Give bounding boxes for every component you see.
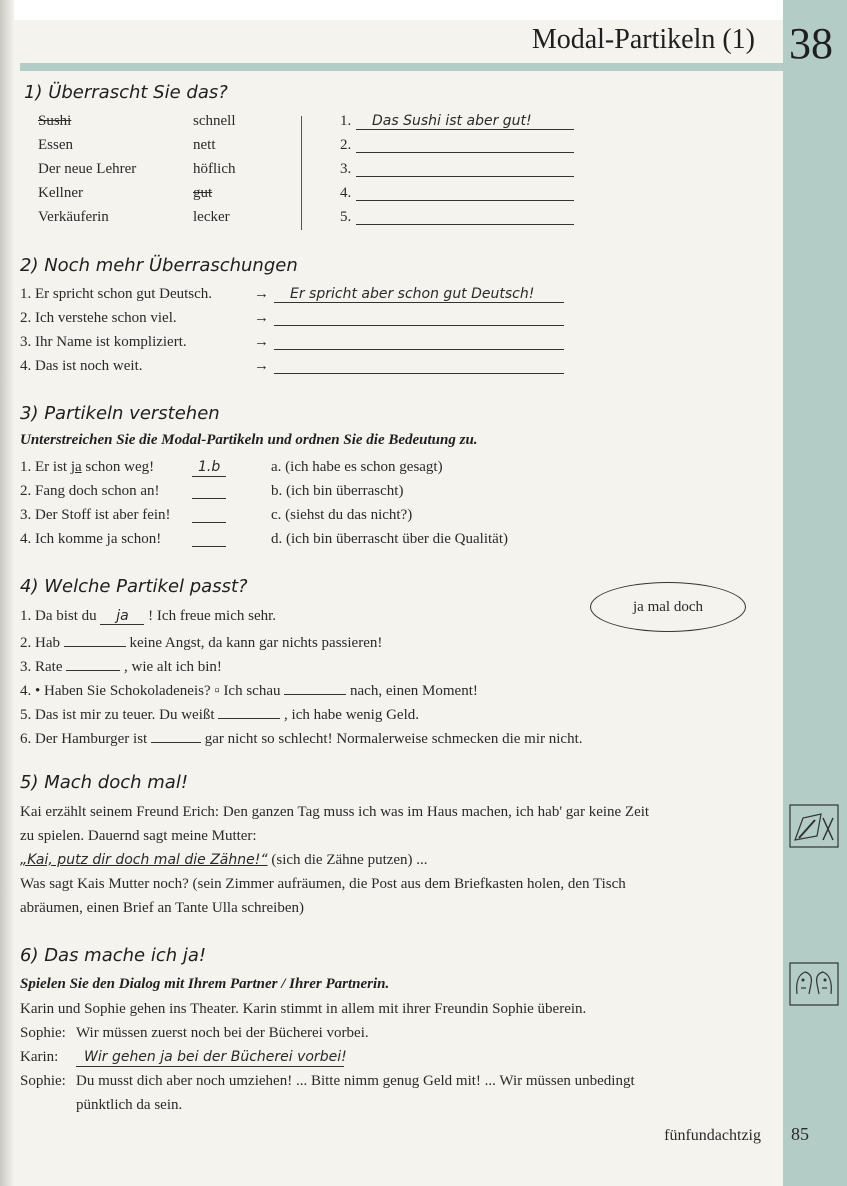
s4-answer-line[interactable] xyxy=(218,704,280,719)
section-1-heading: 1) Überrascht Sie das? xyxy=(24,82,228,103)
column-divider xyxy=(301,116,302,230)
title-rule xyxy=(20,63,783,71)
s4-sentence: 6. Der Hamburger ist gar nicht so schlecht! Normalerweise schmecken die mir nicht. xyxy=(20,728,583,748)
s2-answer-line[interactable] xyxy=(274,325,564,326)
writing-icon xyxy=(789,804,839,848)
s1-adjective: gut xyxy=(193,185,213,201)
dialog-faces-icon xyxy=(789,962,839,1006)
s1-answer-line[interactable] xyxy=(356,200,574,201)
s6-speaker: Sophie: xyxy=(20,1025,66,1041)
word-bank-oval: ja mal doch xyxy=(590,582,746,632)
s3-meaning: b. (ich bin überrascht) xyxy=(271,483,404,499)
s1-subject: Kellner xyxy=(38,185,83,201)
s6-instruction: Spielen Sie den Dialog mit Ihrem Partner / Ihrer Partnerin. xyxy=(20,976,390,992)
s2-sentence: 1. Er spricht schon gut Deutsch. xyxy=(20,286,213,302)
s1-answer-line[interactable] xyxy=(356,176,574,177)
s2-sentence: 3. Ihr Name ist kompliziert. xyxy=(20,334,187,350)
s1-answer-line[interactable] xyxy=(356,129,574,130)
s6-answer-text: Wir gehen ja bei der Bücherei vorbei! xyxy=(84,1049,347,1065)
s1-adjective: schnell xyxy=(193,113,236,129)
section-5-heading: 5) Mach doch mal! xyxy=(20,772,189,793)
page-title: Modal-Partikeln (1) xyxy=(531,24,755,55)
s3-instruction: Unterstreichen Sie die Modal-Partikeln und ordnen Sie die Bedeutung zu. xyxy=(20,432,478,448)
s3-meaning: c. (siehst du das nicht?) xyxy=(271,507,413,523)
s4-answer-line[interactable] xyxy=(66,656,120,671)
section-3-heading: 3) Partikeln verstehen xyxy=(20,403,220,424)
s3-sentence: 1. Er ist ja schon weg! xyxy=(20,459,155,475)
s3-meaning: d. (ich bin überrascht über die Qualität) xyxy=(271,531,508,547)
s5-text: abräumen, einen Brief an Tante Ulla schreiben) xyxy=(20,900,304,916)
s2-answer-line[interactable] xyxy=(274,373,564,374)
s1-answer-line[interactable] xyxy=(356,224,574,225)
s6-text: Karin und Sophie gehen ins Theater. Karin stimmt in allem mit ihrer Freundin Sophie überein. xyxy=(20,1001,587,1017)
s4-answer-line[interactable] xyxy=(284,680,346,695)
section-6-heading: 6) Das mache ich ja! xyxy=(20,945,207,966)
s4-answer-line[interactable] xyxy=(64,632,126,647)
unit-number: 38 xyxy=(789,19,833,68)
s5-example: „Kai, putz dir doch mal die Zähne!“ (sich die Zähne putzen) ... xyxy=(20,852,428,868)
underlined-particle: ja xyxy=(70,459,82,475)
s4-answer[interactable]: ja xyxy=(100,608,144,625)
s3-answer-text: 1.b xyxy=(198,459,221,475)
arrow-icon: → xyxy=(254,334,269,350)
arrow-icon: → xyxy=(254,286,269,302)
s1-adjective: nett xyxy=(193,137,216,153)
s1-answer-number: 2. xyxy=(340,137,352,153)
s1-subject: Verkäuferin xyxy=(38,209,109,225)
arrow-icon: → xyxy=(254,358,269,374)
s6-dialog-line: Wir müssen zuerst noch bei der Bücherei vorbei. xyxy=(76,1025,369,1041)
s2-sentence: 2. Ich verstehe schon viel. xyxy=(20,310,177,326)
s2-sentence: 4. Das ist noch weit. xyxy=(20,358,143,374)
s4-sentence: 1. Da bist du ja ! Ich freue mich sehr. xyxy=(20,608,277,624)
section-2-heading: 2) Noch mehr Überraschungen xyxy=(20,255,298,276)
s3-sentence: 2. Fang doch schon an! xyxy=(20,483,160,499)
side-color-strip xyxy=(783,0,847,1186)
footer-page-word: fünfundachtzig xyxy=(664,1127,761,1144)
s3-answer-line[interactable] xyxy=(192,476,226,477)
s2-answer-line[interactable] xyxy=(274,349,564,350)
s2-answer-text: Er spricht aber schon gut Deutsch! xyxy=(290,286,535,302)
s3-sentence: 3. Der Stoff ist aber fein! xyxy=(20,507,171,523)
s5-text: zu spielen. Dauernd sagt meine Mutter: xyxy=(20,828,257,844)
top-margin xyxy=(14,0,783,20)
s1-answer-number: 1. xyxy=(340,113,352,129)
s1-subject: Der neue Lehrer xyxy=(38,161,137,177)
s4-sentence: 3. Rate , wie alt ich bin! xyxy=(20,656,222,676)
s1-adjective: höflich xyxy=(193,161,236,177)
arrow-icon: → xyxy=(254,310,269,326)
s1-answer-text: Das Sushi ist aber gut! xyxy=(372,113,532,129)
s1-answer-number: 4. xyxy=(340,185,352,201)
s6-dialog-line: Du musst dich aber noch umziehen! ... Bitte nimm genug Geld mit! ... Wir müssen unbedingt xyxy=(76,1073,635,1089)
section-4-heading: 4) Welche Partikel passt? xyxy=(20,576,248,597)
s3-answer-line[interactable] xyxy=(192,498,226,499)
s4-sentence: 5. Das ist mir zu teuer. Du weißt , ich habe wenig Geld. xyxy=(20,704,419,724)
s4-answer-line[interactable] xyxy=(151,728,201,743)
s3-meaning: a. (ich habe es schon gesagt) xyxy=(271,459,443,475)
s1-adjective: lecker xyxy=(193,209,230,225)
s4-sentence: 2. Hab keine Angst, da kann gar nichts passieren! xyxy=(20,632,382,652)
s5-text: Kai erzählt seinem Freund Erich: Den ganzen Tag muss ich was im Haus machen, ich hab' gar keine Zeit xyxy=(20,804,650,820)
s5-example-quote: „Kai, putz dir doch mal die Zähne!“ xyxy=(20,852,268,868)
s1-answer-number: 3. xyxy=(340,161,352,177)
s2-answer-line[interactable] xyxy=(274,302,564,303)
s6-dialog-line: pünktlich da sein. xyxy=(76,1097,183,1113)
s3-answer-line[interactable] xyxy=(192,522,226,523)
s3-answer-line[interactable] xyxy=(192,546,226,547)
s1-answer-number: 5. xyxy=(340,209,352,225)
s1-subject: Essen xyxy=(38,137,73,153)
s6-answer-line[interactable] xyxy=(76,1066,344,1067)
s3-sentence: 4. Ich komme ja schon! xyxy=(20,531,162,547)
page-gutter-shadow xyxy=(0,0,14,1186)
s4-sentence: 4. • Haben Sie Schokoladeneis? ▫ Ich schau nach, einen Moment! xyxy=(20,680,478,700)
s6-speaker: Karin: xyxy=(20,1049,59,1065)
s5-text: Was sagt Kais Mutter noch? (sein Zimmer aufräumen, die Post aus dem Briefkasten holen, den Tisch xyxy=(20,876,626,892)
page-number: 85 xyxy=(791,1124,809,1144)
s1-answer-line[interactable] xyxy=(356,152,574,153)
s6-speaker: Sophie: xyxy=(20,1073,66,1089)
s1-subject: Sushi xyxy=(38,113,72,129)
